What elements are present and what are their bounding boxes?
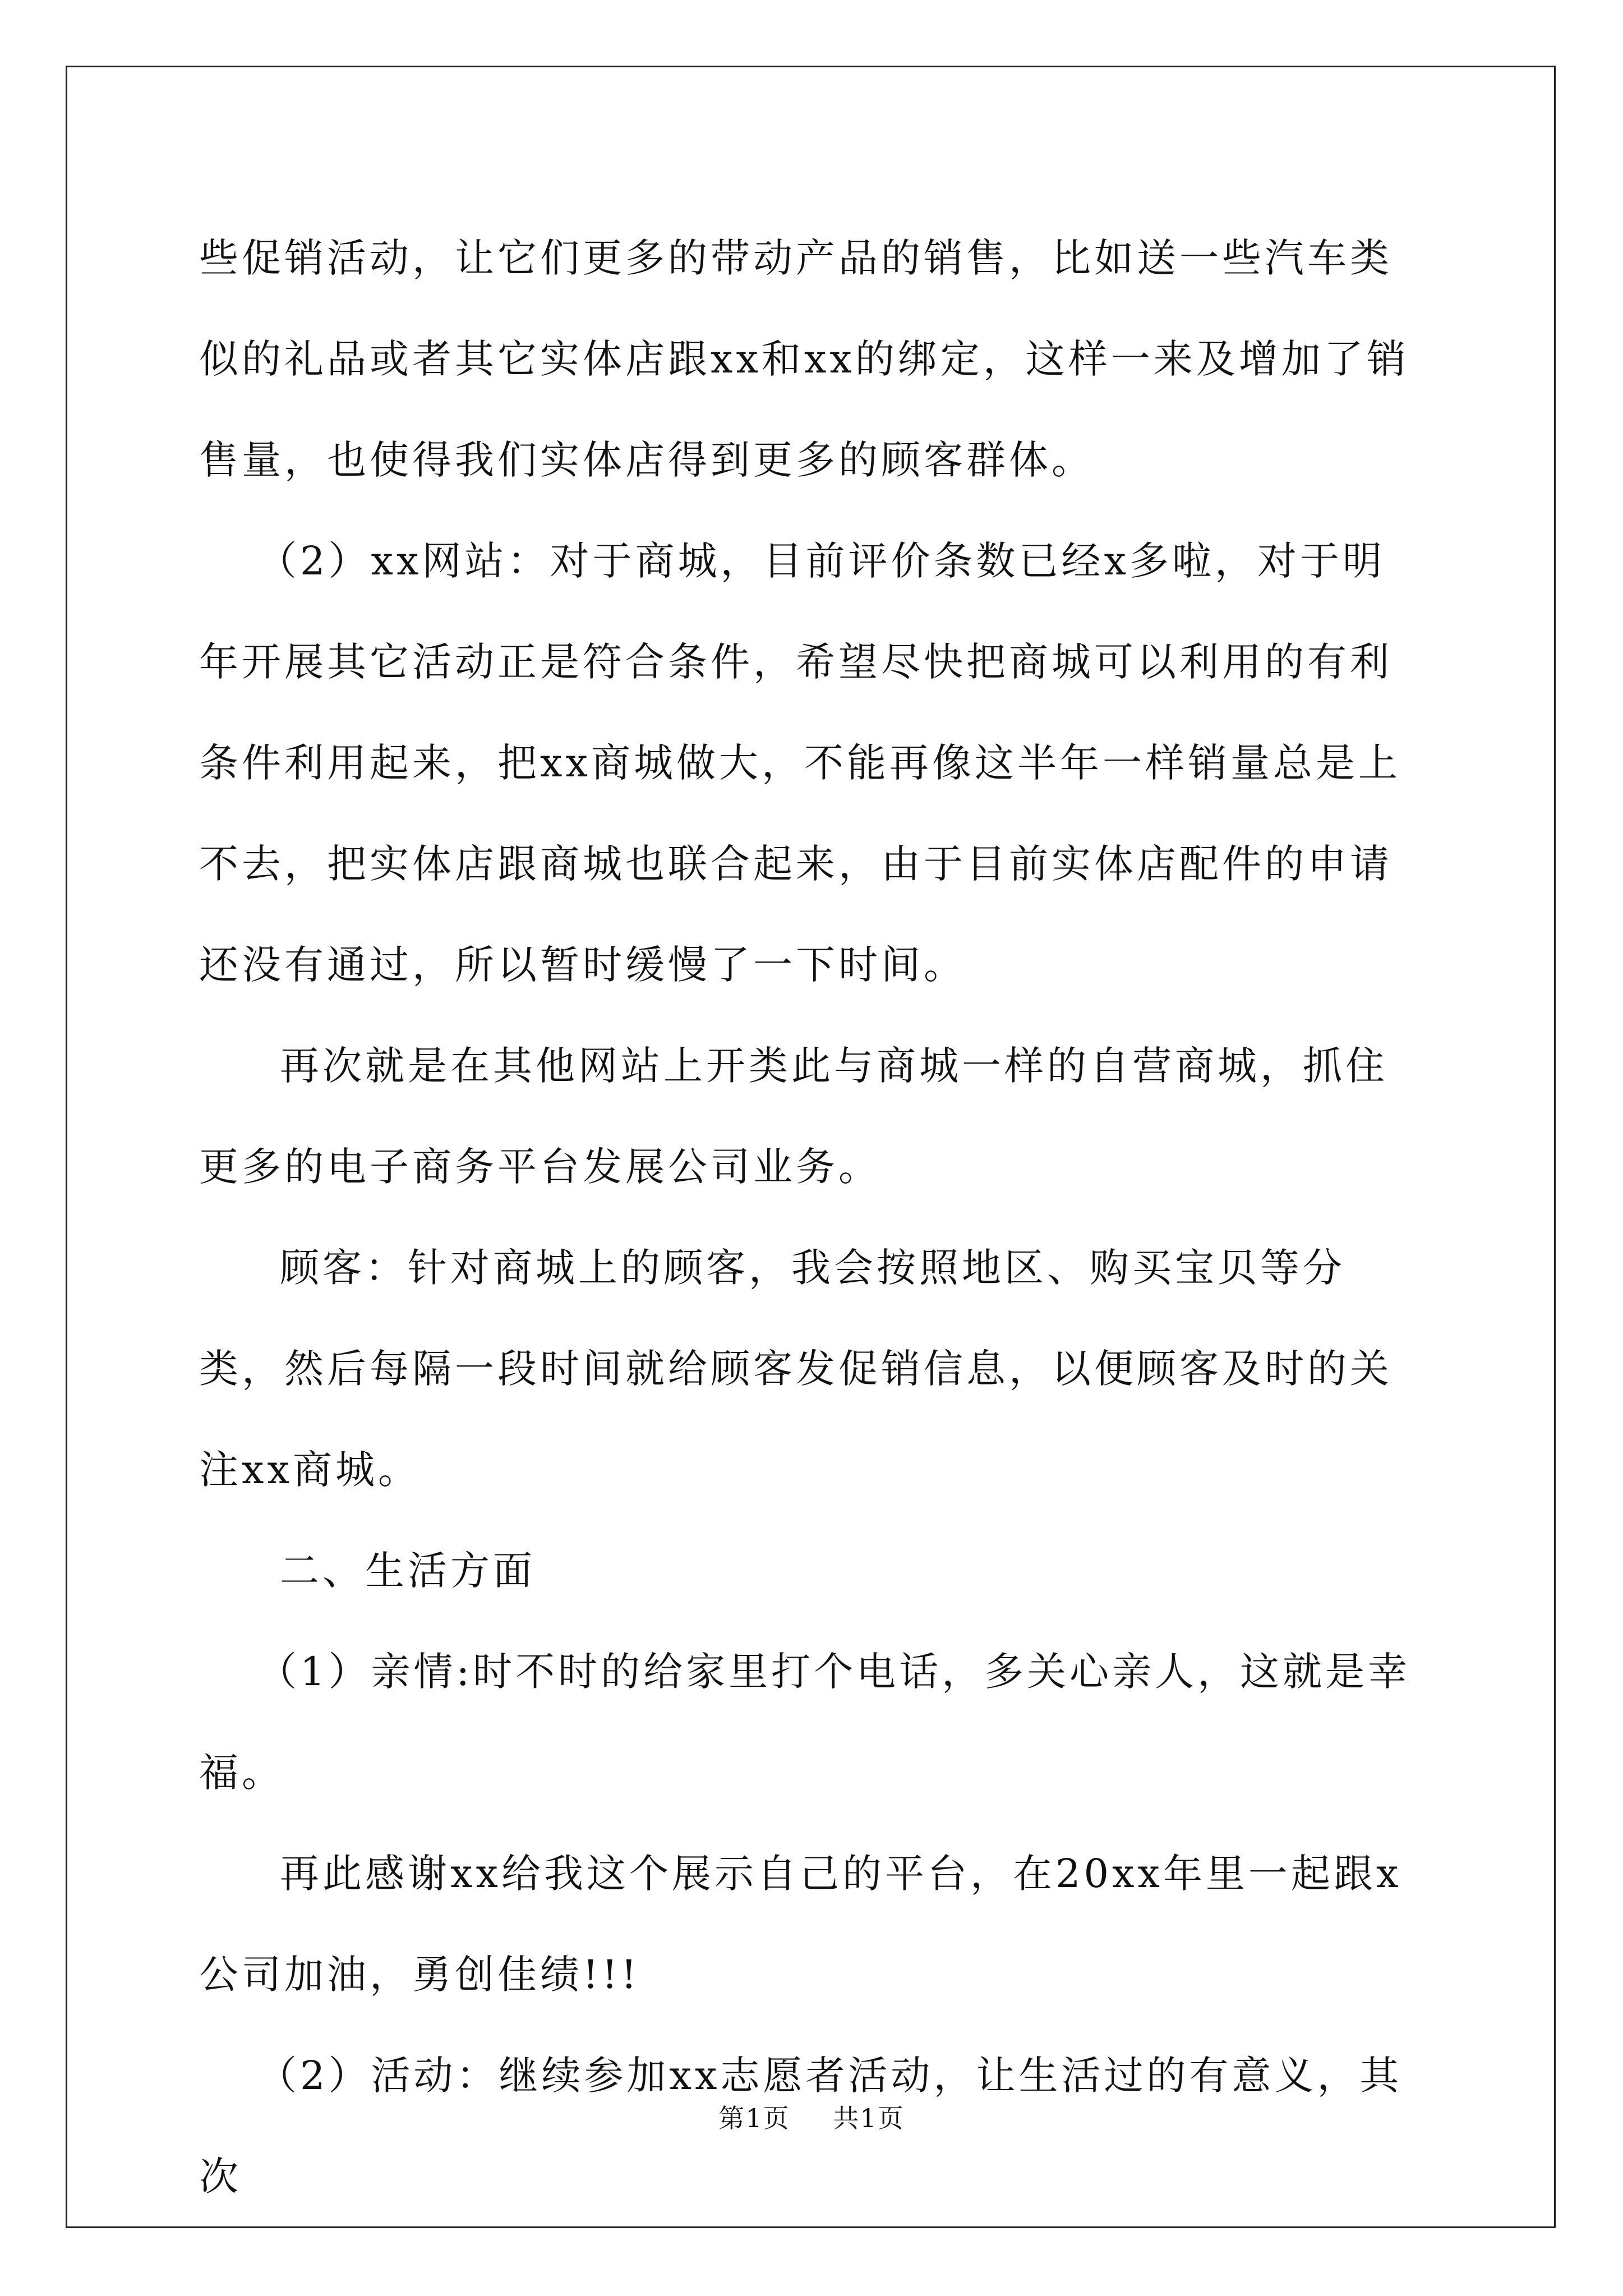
total-pages: 共1页 <box>833 2103 905 2133</box>
paragraph: 顾客：针对商城上的顾客，我会按照地区、购买宝贝等分类，然后每隔一段时间就给顾客发促销信息，以便顾客及时的关注xx商城。 <box>199 1245 1393 1493</box>
section-heading: 二、生活方面 <box>280 1548 536 1594</box>
paragraph: 再此感谢xx给我这个展示自己的平台，在20xx年里一起跟x公司加油，勇创佳绩!!! <box>199 1851 1402 1998</box>
document-body <box>199 208 1422 2227</box>
paragraph: （2）xx网站：对于商城，目前评价条数已经x多啦，对于明年开展其它活动正是符合条件，希望尽快把商城可以利用的有利条件利用起来，把xx商城做大，不能再像这半年一样销量总是上不去，把实体店跟商城也联合起来，由于目前实体店配件的申请还没有通过，所以暂时缓慢了一下时间。 <box>199 538 1401 988</box>
page-number: 第1页 <box>718 2103 790 2133</box>
paragraph: （1）亲情:时不时的给家里打个电话，多关心亲人，这就是幸福。 <box>199 1649 1411 1796</box>
paragraph: 再次就是在其他网站上开类此与商城一样的自营商城，抓住更多的电子商务平台发展公司业务。 <box>199 1043 1388 1190</box>
paragraph: （2）活动：继续参加xx志愿者活动，让生活过的有意义，其次 <box>199 2053 1403 2200</box>
page-footer <box>0 2098 1623 2135</box>
paragraph: 些促销活动，让它们更多的带动产品的销售，比如送一些汽车类似的礼品或者其它实体店跟xx和xx的绑定，这样一来及增加了销售量，也使得我们实体店得到更多的顾客群体。 <box>199 235 1409 483</box>
